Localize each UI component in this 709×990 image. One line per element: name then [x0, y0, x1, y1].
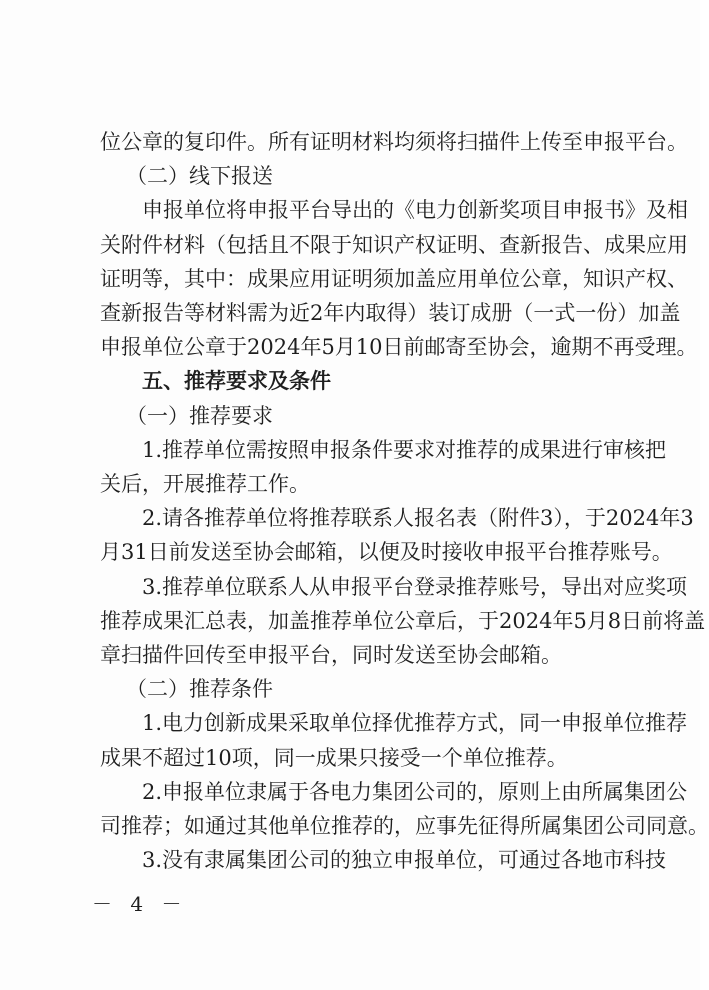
paragraph-line: 司推荐；如通过其他单位推荐的，应事先征得所属集团公司同意。: [100, 814, 709, 838]
paragraph-line: 位公章的复印件。所有证明材料均须将扫描件上传至申报平台。: [100, 130, 688, 154]
subheading-recommendation-requirements: （一）推荐要求: [126, 404, 273, 428]
paragraph-line: 查新报告等材料需为近2年内取得）装订成册（一式一份）加盖: [100, 301, 681, 325]
paragraph-line: 1.电力创新成果采取单位择优推荐方式，同一申报单位推荐: [142, 711, 688, 735]
paragraph-line: 申报单位将申报平台导出的《电力创新奖项目申报书》及相: [142, 198, 688, 222]
paragraph-line: 章扫描件回传至申报平台，同时发送至协会邮箱。: [100, 643, 562, 667]
subheading-recommendation-conditions: （二）推荐条件: [126, 677, 273, 701]
paragraph-line: 证明等，其中：成果应用证明须加盖应用单位公章，知识产权、: [100, 267, 688, 291]
paragraph-line: 关附件材料（包括且不限于知识产权证明、查新报告、成果应用: [100, 233, 688, 257]
subheading-offline-submission: （二）线下报送: [126, 164, 273, 188]
paragraph-line: 推荐成果汇总表，加盖推荐单位公章后，于2024年5月8日前将盖: [100, 609, 706, 633]
section-heading: 五、推荐要求及条件: [142, 369, 331, 393]
page-number: － 4 －: [92, 892, 188, 916]
paragraph-line: 成果不超过10项，同一成果只接受一个单位推荐。: [100, 746, 568, 770]
paragraph-line: 月31日前发送至协会邮箱，以便及时接收申报平台推荐账号。: [100, 540, 673, 564]
paragraph-line: 申报单位公章于2024年5月10日前邮寄至协会，逾期不再受理。: [100, 335, 698, 359]
paragraph-line: 关后，开展推荐工作。: [100, 472, 310, 496]
paragraph-line: 3.没有隶属集团公司的独立申报单位，可通过各地市科技: [142, 848, 667, 872]
paragraph-line: 2.申报单位隶属于各电力集团公司的，原则上由所属集团公: [142, 780, 688, 804]
paragraph-line: 2.请各推荐单位将推荐联系人报名表（附件3），于2024年3: [142, 506, 694, 530]
paragraph-line: 3.推荐单位联系人从申报平台登录推荐账号，导出对应奖项: [142, 575, 688, 599]
paragraph-line: 1.推荐单位需按照申报条件要求对推荐的成果进行审核把: [142, 438, 667, 462]
